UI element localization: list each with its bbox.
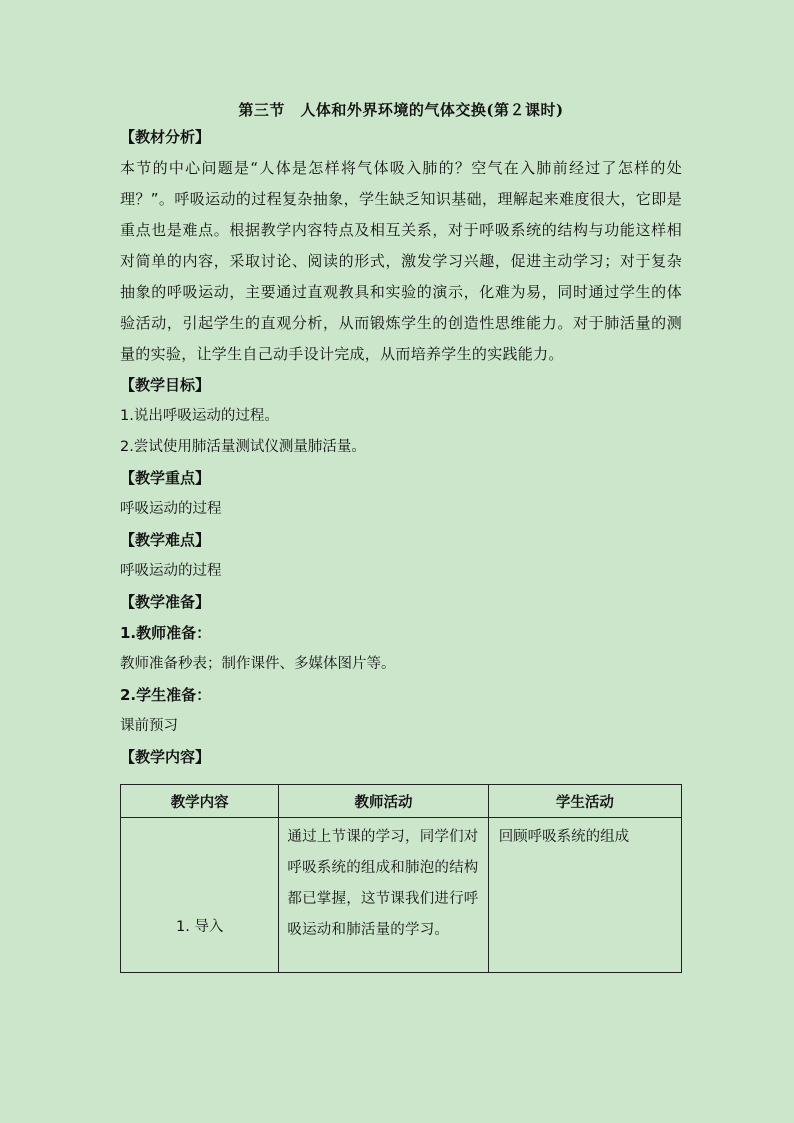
table-cell-student bbox=[488, 818, 681, 973]
stage-label: 1. 导入 bbox=[175, 919, 224, 935]
section-heading-analysis: 【教材分析】 bbox=[120, 128, 211, 146]
table-row bbox=[121, 818, 682, 973]
objective-item-2: 2.尝试使用肺活量测试仪测量肺活量。 bbox=[120, 439, 366, 455]
difficulties-text: 呼吸运动的过程 bbox=[120, 563, 222, 579]
section-heading-key-points: 【教学重点】 bbox=[120, 469, 211, 487]
document-page bbox=[120, 96, 682, 938]
lesson-table bbox=[120, 784, 682, 973]
key-points-text: 呼吸运动的过程 bbox=[120, 501, 222, 517]
section-heading-difficulties: 【教学难点】 bbox=[120, 531, 211, 549]
teacher-activity-text: 通过上节课的学习，同学们对呼吸系统的组成和肺泡的结构都已掌握，这节课我们进行呼吸运动和肺活量的学习。 bbox=[287, 829, 479, 938]
student-activity-text: 回顾呼吸系统的组成 bbox=[498, 829, 630, 845]
analysis-paragraph: 本节的中心问题是“人体是怎样将气体吸入肺的？空气在入肺前经过了怎样的处理？”。呼吸运动的过程复杂抽象，学生缺乏知识基础，理解起来难度很大，它即是重点也是难点。根据教学内容特点及相互关系，对于呼吸系统的结构与功能这样相对简单的内容，采取讨论、阅读的形式，激发学习兴趣，促进主动学习；对于复杂抽象的呼吸运动，主要通过直观教具和实验的演示，化难为易，同时通过学生的体验活动，引起学生的直观分析，从而锻炼学生的创造性思维能力。对于肺活量的测量的实验，让学生自己动手设计完成，从而培养学生的实践能力。 bbox=[120, 159, 682, 363]
page-title: 第三节 人体和外界环境的气体交换(第２课时) bbox=[238, 101, 564, 119]
section-heading-objectives: 【教学目标】 bbox=[120, 376, 211, 394]
student-preparation-label: 2.学生准备： bbox=[120, 686, 212, 704]
section-heading-preparation: 【教学准备】 bbox=[120, 593, 211, 611]
table-header-content: 教学内容 bbox=[121, 785, 279, 818]
table-header-row bbox=[121, 785, 682, 818]
section-heading-content: 【教学内容】 bbox=[120, 748, 211, 766]
table-cell-teacher bbox=[279, 818, 488, 973]
objective-item-1: 1.说出呼吸运动的过程。 bbox=[120, 408, 279, 424]
table-cell-stage bbox=[121, 818, 279, 973]
table-header-student: 学生活动 bbox=[488, 785, 681, 818]
teacher-preparation-text: 教师准备秒表；制作课件、多媒体图片等。 bbox=[120, 656, 396, 672]
table-header-teacher: 教师活动 bbox=[279, 785, 488, 818]
student-preparation-text: 课前预习 bbox=[120, 718, 178, 734]
teacher-preparation-label: 1.教师准备： bbox=[120, 624, 212, 642]
